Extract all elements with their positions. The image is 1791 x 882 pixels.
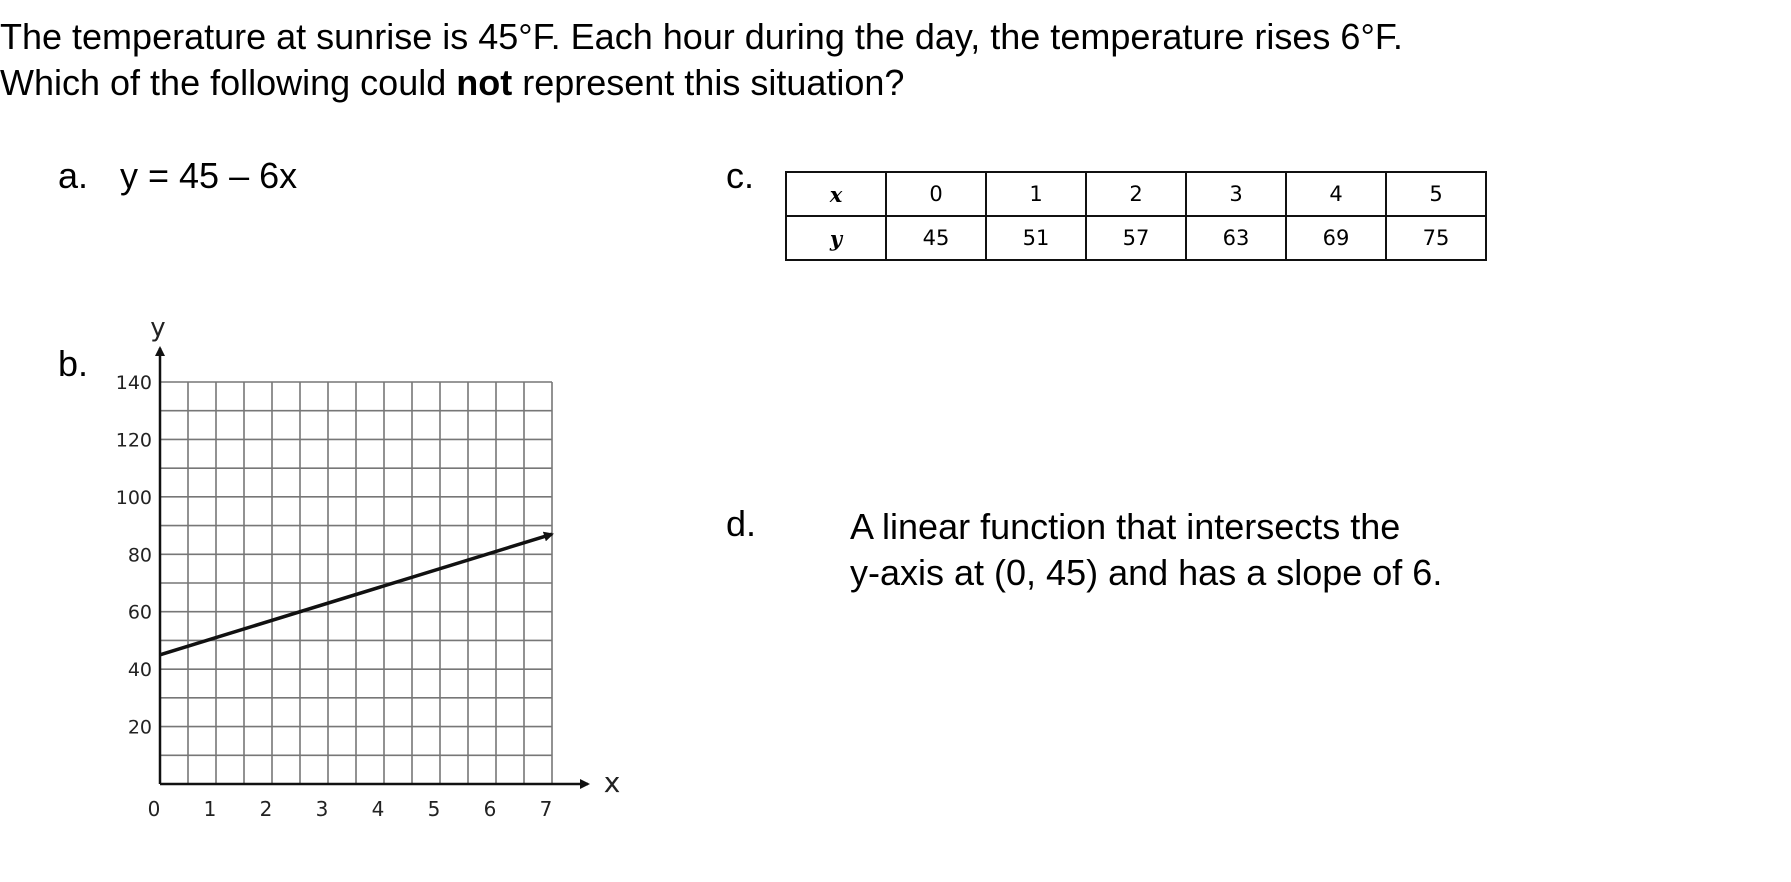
y-tick-label: 80: [127, 544, 152, 567]
x-tick-label: 6: [483, 797, 497, 821]
x-tick-label: 4: [371, 797, 385, 821]
x-tick-label: 1: [203, 797, 217, 821]
x-tick-label: 3: [315, 797, 329, 821]
y-tick-label: 60: [127, 601, 152, 624]
option-c-table: [785, 171, 1487, 261]
question-text: [0, 14, 1403, 106]
table-cell-x-1: 1: [986, 172, 1086, 216]
table-cell-y-4: 69: [1286, 216, 1386, 260]
x-tick-label: 2: [259, 797, 273, 821]
question-emphasis: not: [456, 62, 513, 103]
option-d-line-2: y-axis at (0, 45) and has a slope of 6.: [850, 552, 1443, 593]
y-tick-label: 100: [115, 486, 152, 509]
table-cell-y-3: 63: [1186, 216, 1286, 260]
option-c-label: c.: [726, 155, 755, 196]
x-tick-label: 5: [427, 797, 441, 821]
option-d-label: d.: [726, 503, 757, 544]
x-tick-label: 7: [539, 797, 553, 821]
table-cell-x-5: 5: [1386, 172, 1486, 216]
option-a-equation: y = 45 – 6x: [120, 155, 298, 196]
y-tick-label: 20: [127, 716, 152, 739]
table-cell-x-2: 2: [1086, 172, 1186, 216]
question-line-2-end: represent this situation?: [512, 62, 905, 103]
table-cell-x-0: 0: [886, 172, 986, 216]
option-b-graph: [100, 306, 640, 826]
table-row-y: [786, 216, 1486, 260]
question-line-2: [0, 60, 1403, 106]
y-axis-label: y: [150, 313, 166, 343]
table-header-x: x: [786, 172, 886, 216]
option-a-label: a.: [58, 155, 89, 196]
y-tick-label: 120: [115, 429, 152, 452]
question-line-1: The temperature at sunrise is 45°F. Each hour during the day, the temperature rises 6°F.: [0, 16, 1403, 57]
y-tick-label: 40: [127, 659, 152, 682]
question-line-2-start: Which of the following could: [0, 62, 457, 103]
table-cell-y-1: 51: [986, 216, 1086, 260]
table-header-y: y: [786, 216, 886, 260]
y-tick-label: 140: [115, 372, 152, 394]
x-tick-label: 0: [147, 797, 161, 821]
x-axis-label: x: [603, 766, 621, 799]
option-d-text: [850, 504, 1442, 596]
option-d-line-1: A linear function that intersects the: [850, 506, 1401, 547]
table-row-x: [786, 172, 1486, 216]
table-cell-x-4: 4: [1286, 172, 1386, 216]
table-cell-y-5: 75: [1386, 216, 1486, 260]
table-cell-y-0: 45: [886, 216, 986, 260]
table-cell-y-2: 57: [1086, 216, 1186, 260]
option-b-label: b.: [58, 343, 89, 384]
table-cell-x-3: 3: [1186, 172, 1286, 216]
